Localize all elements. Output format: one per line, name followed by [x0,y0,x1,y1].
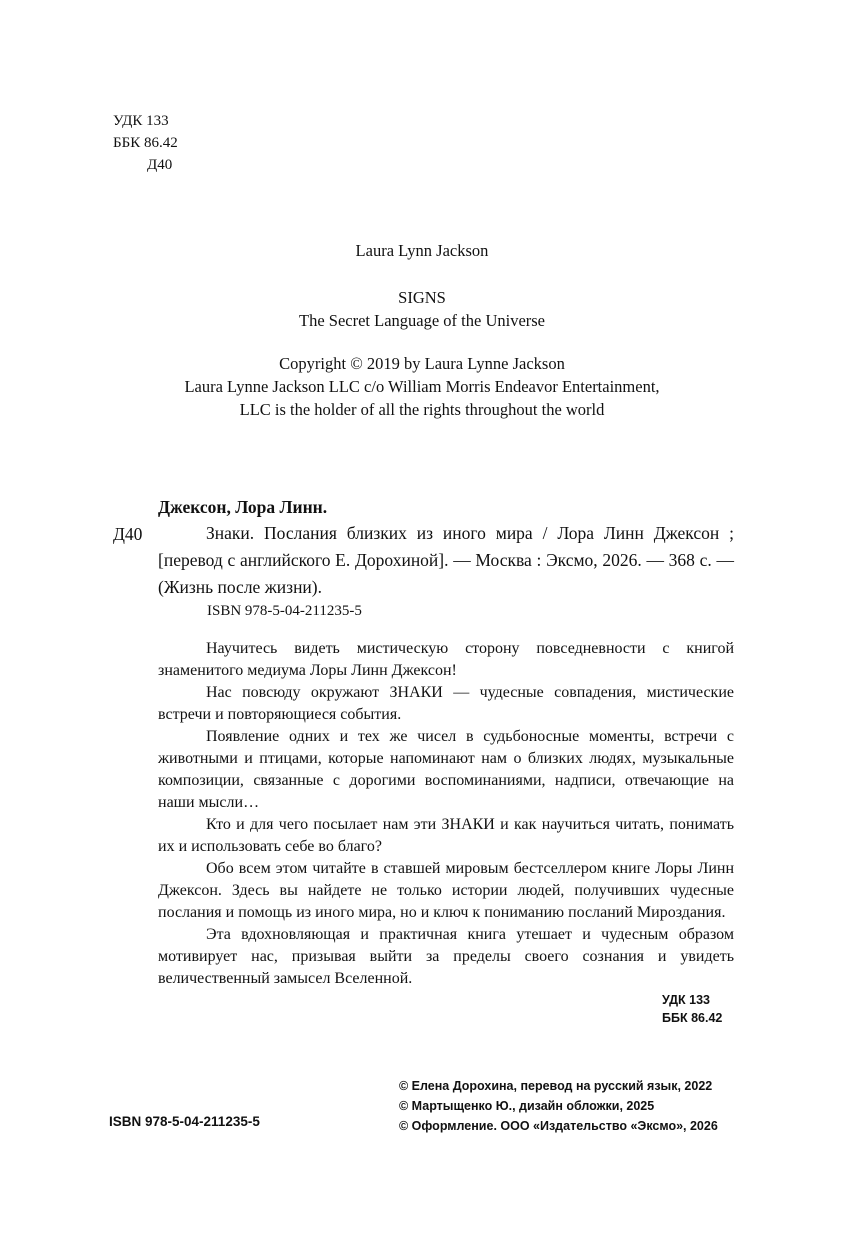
original-subtitle: The Secret Language of the Universe [298,311,546,330]
udk-code: УДК 133 [113,113,169,129]
annotation-paragraph: Обо всем этом читайте в ставшей мировым бестселлером книге Лоры Линн Джексон. Здесь вы найдете не только истории людей, получивших чудесные послания и помощь из иного мира, но и ключ к пониманию посланий Мироздания. [158,860,734,921]
annotation-paragraph: Появление одних и тех же чисел в судьбоносные моменты, встречи с животными и птицами, которые напоминают нам о близких людях, музыкальные композиции, связанные с дорогими воспоминаниями, надписи, отвечающие на наши мысли… [158,728,734,811]
copyright-line: Laura Lynne Jackson LLC c/o William Morris Endeavor Entertainment, [184,377,660,396]
copyright-notice: © Елена Дорохина, перевод на русский язык, 2022 [399,1079,713,1093]
annotation-paragraph: Научитесь видеть мистическую сторону повседневности с книгой знаменитого медиума Лоры Линн Джексон! [158,640,734,679]
annotation [158,638,734,990]
copyright-line: Copyright © 2019 by Laura Lynne Jackson [279,354,565,373]
copyright-notice: © Оформление. ООО «Издательство «Эксмо», 2026 [399,1119,718,1133]
biblio-author-heading: Джексон, Лора Линн. [158,497,328,517]
biblio-code: Д40 [113,524,143,544]
annotation-paragraph: Нас повсюду окружают ЗНАКИ — чудесные совпадения, мистические встречи и повторяющиеся события. [158,684,734,723]
original-title: SIGNS [398,288,446,307]
author-mark: Д40 [147,157,173,173]
annotation-paragraph: Эта вдохновляющая и практичная книга утешает и чудесным образом мотивирует нас, призывая выйти за пределы своего сознания и увидеть величественный замысел Вселенной. [158,926,734,987]
udk-code: УДК 133 [662,993,711,1007]
annotation-paragraph: Кто и для чего посылает нам эти ЗНАКИ и как научиться читать, понимать их и использовать себе во благо? [158,816,734,855]
biblio-isbn: ISBN 978-5-04-211235-5 [207,603,362,619]
biblio-description: Знаки. Послания близких из иного мира / Лора Линн Джексон ; [перевод с английского Е. Дорохиной]. — Москва : Эксмо, 2026. — 368 с. — (Жизнь после жизни). [158,523,734,597]
copyright-notices [399,1076,718,1136]
udk-block-bottom [662,991,722,1027]
isbn-bottom: ISBN 978-5-04-211235-5 [109,1114,260,1129]
copyright-line: LLC is the holder of all the rights throughout the world [239,400,605,419]
original-copyright [0,352,844,421]
original-author: Laura Lynn Jackson [355,241,489,260]
bbk-code: ББК 86.42 [662,1011,723,1025]
bbk-code: ББК 86.42 [113,135,178,151]
udk-block-top [113,110,178,176]
copyright-notice: © Мартыщенко Ю., дизайн обложки, 2025 [399,1099,655,1113]
